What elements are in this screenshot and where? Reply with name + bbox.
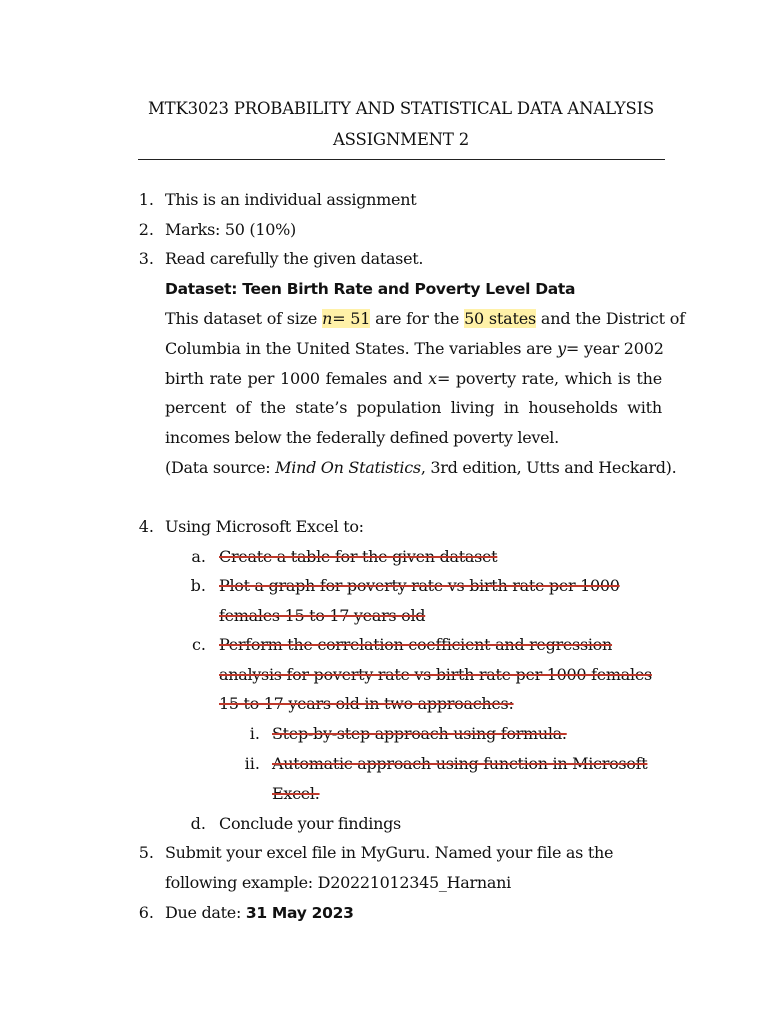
text-span: Columbia in the United States. The variables are	[165, 339, 558, 358]
list-item-text: following example: D20221012345_Harnani	[165, 873, 511, 892]
sub-item-text-struck: Create a table for the given dataset	[219, 547, 498, 566]
text-span: are for the	[370, 309, 465, 328]
text-span: (Data source:	[165, 458, 276, 477]
page-subtitle: ASSIGNMENT 2	[332, 130, 470, 149]
due-date-label: Due date:	[165, 903, 246, 922]
item-number: 6.	[138, 903, 154, 922]
list-item-text: Read carefully the given dataset.	[165, 249, 424, 268]
sub-item-label: d.	[190, 814, 206, 833]
sub-item-text-struck: Perform the correlation coefficient and regression	[219, 635, 613, 654]
sample-size-highlight	[322, 309, 370, 328]
book-title: Mind On Statistics	[275, 458, 421, 477]
text-span: birth rate per 1000 females and	[165, 369, 429, 388]
item-number: 4.	[138, 517, 154, 536]
text-span: = poverty rate, which is the	[436, 369, 662, 388]
sub-item-text-struck: females 15 to 17 years old	[219, 606, 426, 625]
states-highlight: 50 states	[464, 309, 537, 328]
title-divider	[138, 159, 665, 160]
sub-item-text-struck: Excel.	[272, 784, 320, 803]
text-span: This dataset of size	[165, 309, 323, 328]
list-item-text: This is an individual assignment	[165, 190, 417, 209]
dataset-line-5: incomes below the federally defined poverty level.	[165, 428, 559, 447]
n-variable: n	[322, 309, 333, 328]
sub-sub-item-label: i.	[249, 724, 260, 743]
list-item-text: Submit your excel file in MyGuru. Named your file as the	[165, 843, 614, 862]
sub-item-text-struck: Step-by-step approach using formula.	[272, 724, 567, 743]
item-number: 2.	[138, 220, 154, 239]
dataset-line-4: percent of the state’s population living in households with	[165, 398, 662, 417]
dataset-line-3	[165, 369, 662, 388]
item-number: 3.	[138, 249, 154, 268]
due-date-value: 31 May 2023	[245, 904, 354, 922]
n-equals: = 51	[332, 309, 371, 328]
dataset-line-1	[165, 309, 685, 328]
list-item-text: Using Microsoft Excel to:	[165, 517, 364, 536]
page-title: MTK3023 PROBABILITY AND STATISTICAL DATA ANALYSIS	[147, 99, 655, 118]
sub-item-text-struck: 15 to 17 years old in two approaches:	[219, 694, 514, 713]
sub-item-text-struck: Plot a graph for poverty rate vs birth rate per 1000	[219, 576, 620, 595]
list-item-text: Marks: 50 (10%)	[165, 220, 296, 239]
due-date	[165, 903, 354, 922]
sub-item-label: c.	[191, 635, 206, 654]
item-number: 1.	[138, 190, 154, 209]
sub-item-label: b.	[190, 576, 206, 595]
sub-sub-item-label: ii.	[244, 754, 260, 773]
sub-item-text-struck: analysis for poverty rate vs birth rate per 1000 females	[219, 665, 652, 684]
text-span: and the District of	[536, 309, 685, 328]
dataset-line-2	[165, 339, 662, 358]
sub-item-text: Conclude your findings	[219, 814, 401, 833]
text-span: = year 2002	[565, 339, 664, 358]
x-variable: x	[428, 369, 437, 388]
data-source	[165, 458, 676, 477]
item-number: 5.	[138, 843, 154, 862]
y-variable: y	[557, 339, 566, 358]
sub-item-text-struck: Automatic approach using function in Microsoft	[272, 754, 648, 773]
dataset-heading: Dataset: Teen Birth Rate and Poverty Level Data	[165, 280, 576, 298]
text-span: , 3rd edition, Utts and Heckard).	[420, 458, 677, 477]
sub-item-label: a.	[191, 547, 206, 566]
